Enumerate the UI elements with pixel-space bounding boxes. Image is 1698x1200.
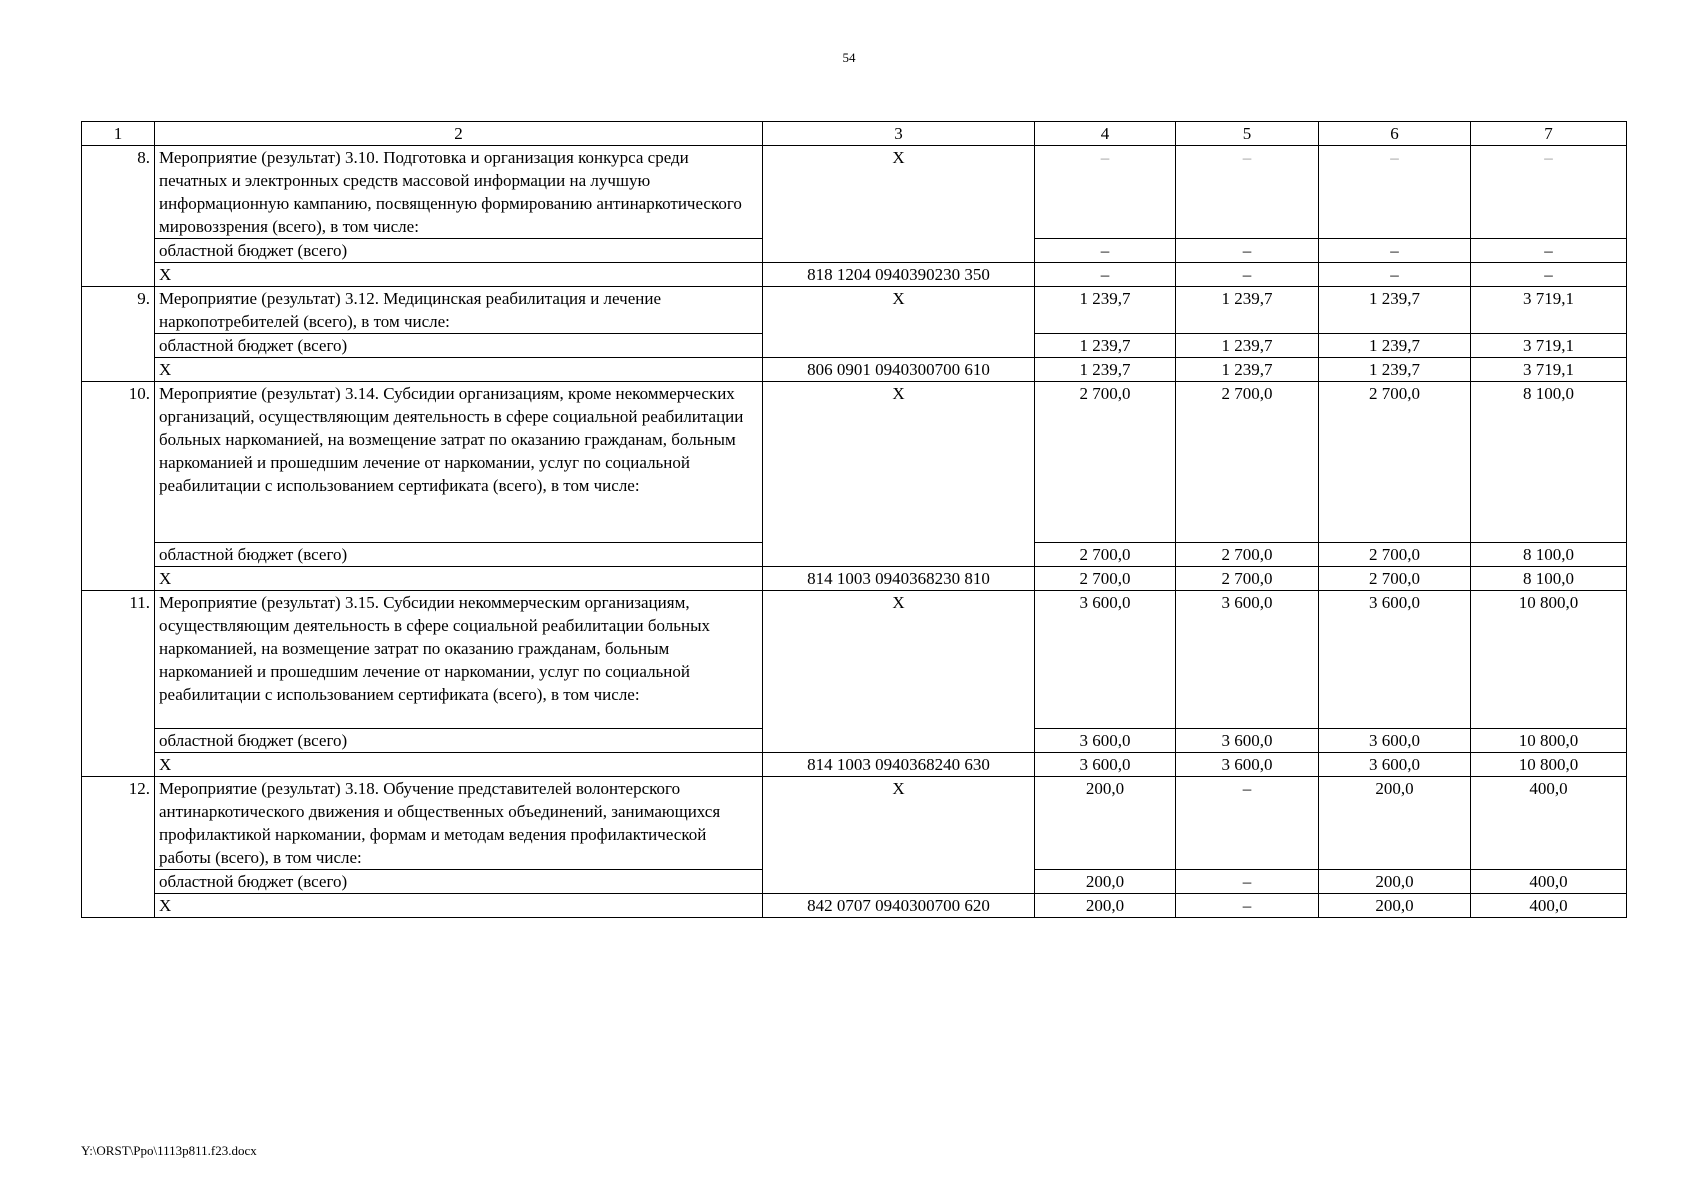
value-cell: 1 239,7 bbox=[1319, 358, 1471, 382]
value-cell: 3 600,0 bbox=[1176, 753, 1319, 777]
value-cell: 2 700,0 bbox=[1176, 567, 1319, 591]
value-cell: 3 600,0 bbox=[1035, 591, 1176, 729]
value-cell: – bbox=[1176, 239, 1319, 263]
value-cell: 200,0 bbox=[1035, 870, 1176, 894]
value-cell: 400,0 bbox=[1471, 777, 1627, 870]
value-cell: 3 600,0 bbox=[1176, 729, 1319, 753]
header-cell: 1 bbox=[82, 122, 155, 146]
value-cell: 8 100,0 bbox=[1471, 543, 1627, 567]
value-cell: 1 239,7 bbox=[1035, 334, 1176, 358]
value-cell: 2 700,0 bbox=[1319, 567, 1471, 591]
value-cell: 200,0 bbox=[1035, 777, 1176, 870]
value-cell: 200,0 bbox=[1035, 894, 1176, 918]
value-cell: 3 600,0 bbox=[1035, 729, 1176, 753]
budget-code: 814 1003 0940368240 630 bbox=[763, 753, 1035, 777]
value-cell: – bbox=[1176, 146, 1319, 239]
value-cell: – bbox=[1176, 894, 1319, 918]
value-cell: – bbox=[1471, 146, 1627, 239]
measure-title: Мероприятие (результат) 3.15. Субсидии некоммерческим организациям, осуществляющим деятельность в сфере социальной реабилитации больных наркоманией, на возмещение затрат по оказанию гражданам, больным наркоманией и прошедшим лечение от наркомании, услуг по социальной реабилитации с использованием сертификата (всего), в том числе: bbox=[155, 591, 763, 729]
value-cell: 1 239,7 bbox=[1176, 334, 1319, 358]
measure-title: Мероприятие (результат) 3.12. Медицинская реабилитация и лечение наркопотребителей (всего), в том числе: bbox=[155, 287, 763, 334]
value-cell: 3 719,1 bbox=[1471, 334, 1627, 358]
value-cell: – bbox=[1319, 263, 1471, 287]
value-cell: 200,0 bbox=[1319, 894, 1471, 918]
measure-title: Мероприятие (результат) 3.14. Субсидии организациям, кроме некоммерческих организаций, осуществляющим деятельность в сфере социальной реабилитации больных наркоманией, на возмещение затрат по оказанию гражданам, больным наркоманией и прошедшим лечение от наркомании, услуг по социальной реабилитации с использованием сертификата (всего), в том числе: bbox=[155, 382, 763, 543]
value-cell: 3 719,1 bbox=[1471, 287, 1627, 334]
x-label: X bbox=[155, 567, 763, 591]
budget-table bbox=[81, 121, 1627, 918]
measure-row bbox=[82, 591, 1627, 729]
value-cell: 2 700,0 bbox=[1035, 567, 1176, 591]
code-cell: X bbox=[763, 382, 1035, 567]
regional-budget-label: областной бюджет (всего) bbox=[155, 729, 763, 753]
header-cell: 2 bbox=[155, 122, 763, 146]
value-cell: 200,0 bbox=[1319, 870, 1471, 894]
value-cell: 2 700,0 bbox=[1035, 382, 1176, 543]
value-cell: 3 600,0 bbox=[1319, 753, 1471, 777]
value-cell: – bbox=[1471, 263, 1627, 287]
measure-title: Мероприятие (результат) 3.18. Обучение представителей волонтерского антинаркотического движения и общественных объединений, занимающихся профилактикой наркомании, формам и методам ведения профилактической работы (всего), в том числе: bbox=[155, 777, 763, 870]
measure-title: Мероприятие (результат) 3.10. Подготовка и организация конкурса среди печатных и электронных средств массовой информации на лучшую информационную кампанию, посвященную формированию антинаркотического мировоззрения (всего), в том числе: bbox=[155, 146, 763, 239]
row-number: 8. bbox=[82, 146, 155, 287]
x-row bbox=[82, 358, 1627, 382]
code-cell: X bbox=[763, 591, 1035, 753]
value-cell: 2 700,0 bbox=[1176, 543, 1319, 567]
value-cell: 3 600,0 bbox=[1176, 591, 1319, 729]
value-cell: 2 700,0 bbox=[1176, 382, 1319, 543]
value-cell: – bbox=[1035, 239, 1176, 263]
regional-budget-label: областной бюджет (всего) bbox=[155, 870, 763, 894]
value-cell: 200,0 bbox=[1319, 777, 1471, 870]
header-cell: 5 bbox=[1176, 122, 1319, 146]
value-cell: 10 800,0 bbox=[1471, 753, 1627, 777]
row-number: 9. bbox=[82, 287, 155, 382]
x-row bbox=[82, 894, 1627, 918]
row-number: 11. bbox=[82, 591, 155, 777]
measure-row bbox=[82, 777, 1627, 870]
measure-row bbox=[82, 382, 1627, 543]
value-cell: 400,0 bbox=[1471, 894, 1627, 918]
value-cell: – bbox=[1319, 239, 1471, 263]
row-number: 12. bbox=[82, 777, 155, 918]
value-cell: 1 239,7 bbox=[1319, 334, 1471, 358]
x-row bbox=[82, 753, 1627, 777]
x-label: X bbox=[155, 263, 763, 287]
x-label: X bbox=[155, 358, 763, 382]
measure-row bbox=[82, 287, 1627, 334]
value-cell: – bbox=[1176, 263, 1319, 287]
value-cell: – bbox=[1035, 263, 1176, 287]
header-cell: 4 bbox=[1035, 122, 1176, 146]
value-cell: 1 239,7 bbox=[1035, 358, 1176, 382]
file-path-footer: Y:\ORST\Ppo\1113p811.f23.docx bbox=[81, 1143, 257, 1158]
value-cell: – bbox=[1471, 239, 1627, 263]
x-label: X bbox=[155, 753, 763, 777]
header-cell: 6 bbox=[1319, 122, 1471, 146]
value-cell: – bbox=[1176, 777, 1319, 870]
value-cell: – bbox=[1319, 146, 1471, 239]
value-cell: 2 700,0 bbox=[1319, 382, 1471, 543]
budget-code: 818 1204 0940390230 350 bbox=[763, 263, 1035, 287]
regional-budget-label: областной бюджет (всего) bbox=[155, 239, 763, 263]
value-cell: 2 700,0 bbox=[1035, 543, 1176, 567]
regional-budget-label: областной бюджет (всего) bbox=[155, 334, 763, 358]
budget-code: 842 0707 0940300700 620 bbox=[763, 894, 1035, 918]
value-cell: 1 239,7 bbox=[1319, 287, 1471, 334]
header-row bbox=[82, 122, 1627, 146]
value-cell: 3 719,1 bbox=[1471, 358, 1627, 382]
value-cell: 3 600,0 bbox=[1319, 729, 1471, 753]
budget-code: 814 1003 0940368230 810 bbox=[763, 567, 1035, 591]
header-cell: 3 bbox=[763, 122, 1035, 146]
code-cell: X bbox=[763, 146, 1035, 263]
row-number: 10. bbox=[82, 382, 155, 591]
value-cell: 8 100,0 bbox=[1471, 567, 1627, 591]
header-cell: 7 bbox=[1471, 122, 1627, 146]
page-number: 54 bbox=[842, 50, 856, 65]
value-cell: 10 800,0 bbox=[1471, 591, 1627, 729]
code-cell: X bbox=[763, 287, 1035, 358]
x-row bbox=[82, 567, 1627, 591]
value-cell: 1 239,7 bbox=[1176, 287, 1319, 334]
value-cell: 3 600,0 bbox=[1035, 753, 1176, 777]
measure-row bbox=[82, 146, 1627, 239]
value-cell: 1 239,7 bbox=[1176, 358, 1319, 382]
x-label: X bbox=[155, 894, 763, 918]
value-cell: 3 600,0 bbox=[1319, 591, 1471, 729]
value-cell: 1 239,7 bbox=[1035, 287, 1176, 334]
value-cell: 2 700,0 bbox=[1319, 543, 1471, 567]
value-cell: 10 800,0 bbox=[1471, 729, 1627, 753]
budget-code: 806 0901 0940300700 610 bbox=[763, 358, 1035, 382]
value-cell: 8 100,0 bbox=[1471, 382, 1627, 543]
value-cell: 400,0 bbox=[1471, 870, 1627, 894]
value-cell: – bbox=[1176, 870, 1319, 894]
regional-budget-label: областной бюджет (всего) bbox=[155, 543, 763, 567]
value-cell: – bbox=[1035, 146, 1176, 239]
code-cell: X bbox=[763, 777, 1035, 894]
x-row bbox=[82, 263, 1627, 287]
